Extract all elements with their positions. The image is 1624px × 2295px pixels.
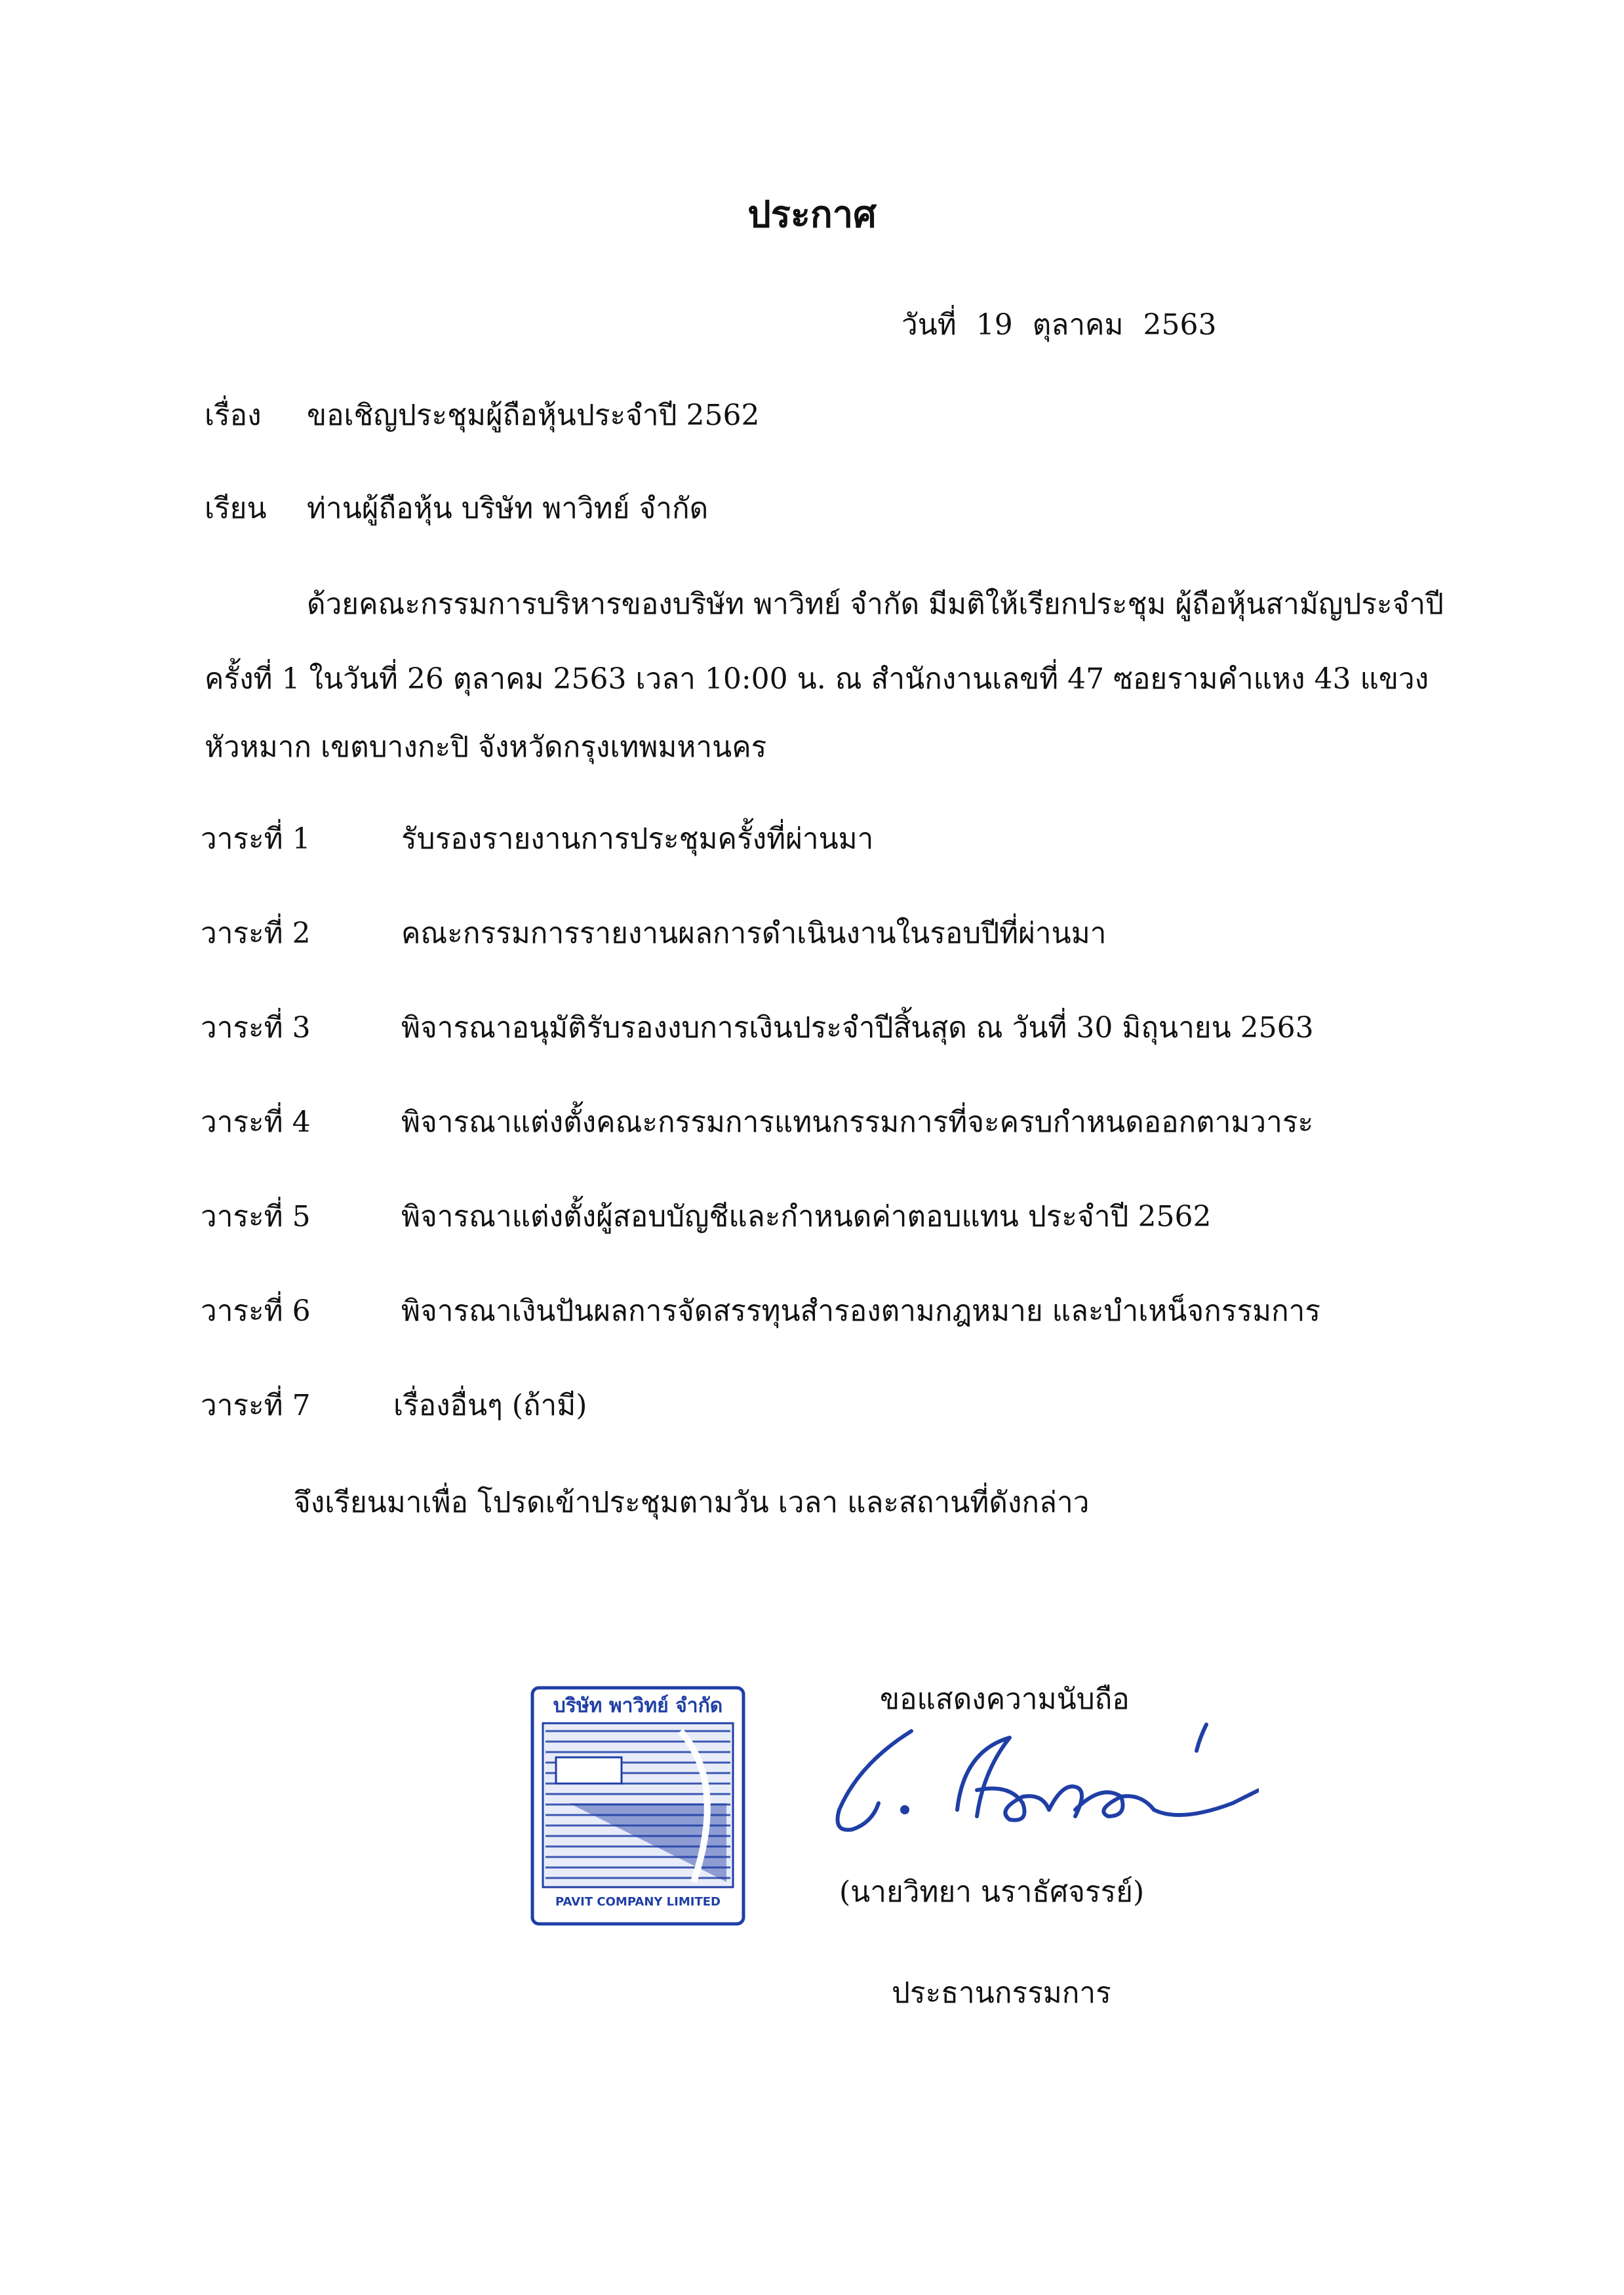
agenda-number-5: วาระที่ 5 [201,1200,311,1233]
date-year: 2563 [1143,308,1217,342]
agenda-text-2: คณะกรรมการรายงานผลการดำเนินงานในรอบปีที่ผ่านมา [401,917,1107,950]
recipient-text: ท่านผู้ถือหุ้น บริษัท พาวิทย์ จำกัด [307,492,709,525]
regards-text: ขอแสดงความนับถือ [880,1683,1130,1716]
date-day: 19 [976,308,1013,342]
agenda-text-1: รับรองรายงานการประชุมครั้งที่ผ่านมา [401,822,874,856]
date-label: วันที่ [901,308,957,342]
agenda-number-7: วาระที่ 7 [201,1389,311,1422]
agenda-number-2: วาระที่ 2 [201,917,311,950]
document-title: ประกาศ [747,193,877,236]
signer-name: (นายวิทยา นราธัศจรรย์) [839,1875,1145,1909]
seal-graphic [530,1685,746,1926]
body-line-2: ครั้งที่ 1 ในวันที่ 26 ตุลาคม 2563 เวลา 10:00 น. ณ สำนักงานเลขที่ 47 ซอยรามคำแหง 43 แขวง [205,662,1429,696]
subject-label: เรื่อง [205,399,262,432]
agenda-number-6: วาระที่ 6 [201,1294,311,1328]
agenda-text-6: พิจารณาเงินปันผลการจัดสรรทุนสำรองตามกฎหมาย และบำเหน็จกรรมการ [401,1294,1320,1328]
agenda-number-1: วาระที่ 1 [201,822,311,856]
body-line-1: ด้วยคณะกรรมการบริหารของบริษัท พาวิทย์ จำกัด มีมติให้เรียกประชุม ผู้ถือหุ้นสามัญประจำปี [307,588,1444,621]
agenda-number-3: วาระที่ 3 [201,1011,311,1045]
body-line-3: หัวหมาก เขตบางกะปิ จังหวัดกรุงเทพมหานคร [205,730,767,764]
handwritten-signature [813,1711,1259,1856]
closing-statement: จึงเรียนมาเพื่อ โปรดเข้าประชุมตามวัน เวลา และสถานที่ดังกล่าว [294,1486,1090,1519]
agenda-text-4: พิจารณาแต่งตั้งคณะกรรมการแทนกรรมการที่จะครบกำหนดออกตามวาระ [401,1106,1314,1139]
document-date [901,302,1216,348]
agenda-text-5: พิจารณาแต่งตั้งผู้สอบบัญชีและกำหนดค่าตอบแทน ประจำปี 2562 [401,1200,1212,1233]
company-seal [530,1685,746,1926]
agenda-number-4: วาระที่ 4 [201,1106,311,1139]
seal-top-text: บริษัท พาวิทย์ จำกัด [553,1694,723,1717]
subject-text: ขอเชิญประชุมผู้ถือหุ้นประจำปี 2562 [307,399,760,432]
signer-position: ประธานกรรมการ [892,1976,1111,2010]
date-month: ตุลาคม [1032,308,1124,342]
recipient-label: เรียน [205,492,267,525]
seal-bottom-text: PAVIT COMPANY LIMITED [555,1895,721,1909]
agenda-text-3: พิจารณาอนุมัติรับรองงบการเงินประจำปีสิ้นสุด ณ วันที่ 30 มิถุนายน 2563 [401,1011,1314,1045]
agenda-text-7: เรื่องอื่นๆ (ถ้ามี) [393,1389,587,1422]
